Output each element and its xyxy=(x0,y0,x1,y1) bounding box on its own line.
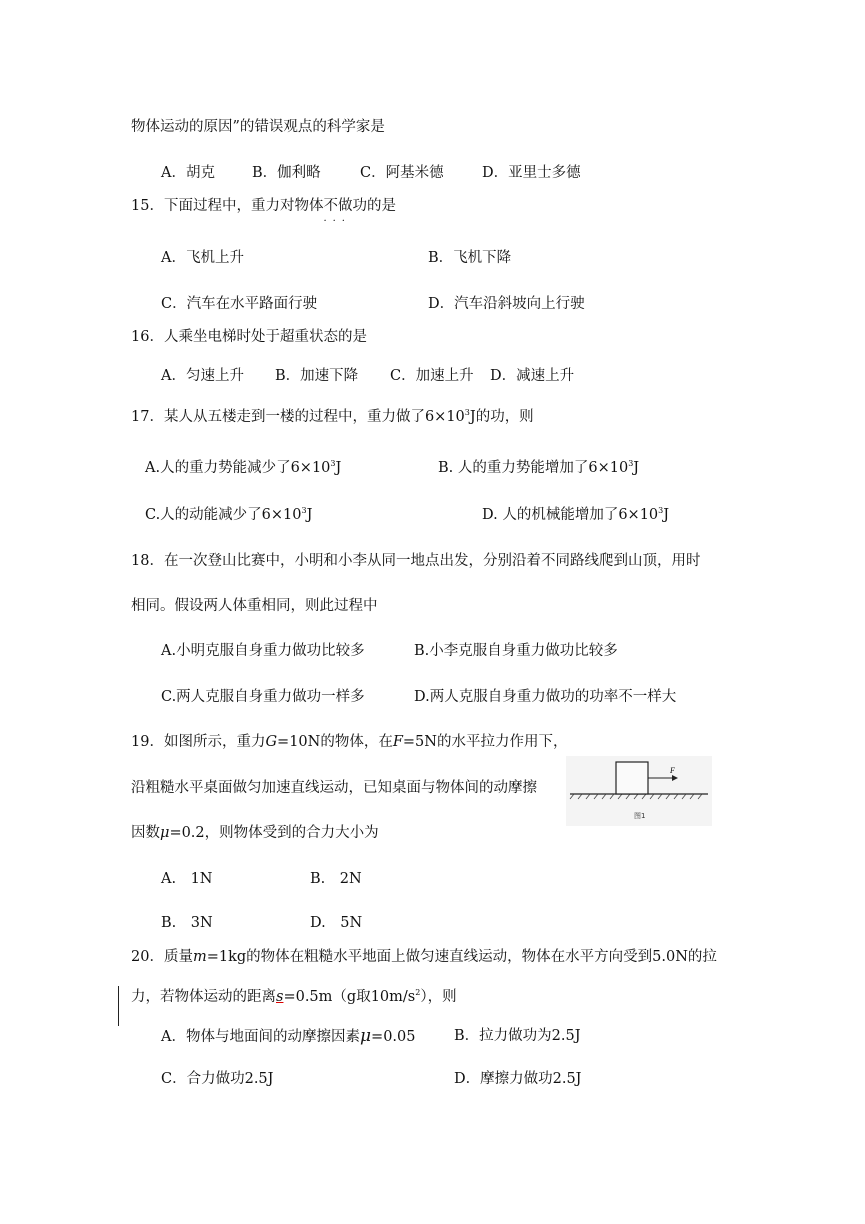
q18-option-d: D.两人克服自身重力做功的功率不一样大 xyxy=(414,689,677,705)
q17-a-text: A.人的重力势能减少了6×10 xyxy=(145,460,331,476)
q16-stem: 16．人乘坐电梯时处于超重状态的是 xyxy=(131,329,367,345)
q20-l2-post: ），则 xyxy=(420,989,457,1005)
q19-option-c: B. 3N xyxy=(161,915,213,931)
q15-option-d: D．汽车沿斜坡向上行驶 xyxy=(428,296,585,312)
q18-option-a: A.小明克服自身重力做功比较多 xyxy=(161,643,365,659)
q17-c-text: C.人的动能减少了6×10 xyxy=(145,507,302,523)
q20-stem-line2 xyxy=(131,988,457,1006)
q20-option-a xyxy=(161,1027,415,1046)
revision-bar xyxy=(118,986,119,1026)
q19-stem-line3 xyxy=(131,824,379,842)
q20-exponent: 2 xyxy=(415,988,421,997)
q15-stem-post: 的是 xyxy=(366,198,396,214)
q17-b-text: B. 人的重力势能增加了6×10 xyxy=(438,460,629,476)
q17-option-a xyxy=(145,459,341,477)
q17-stem-post: J的功，则 xyxy=(469,409,534,425)
q19-l1-pre: 19．如图所示，重力 xyxy=(131,734,266,750)
q16-option-b: B．加速下降 xyxy=(275,368,359,384)
q20-l2-pre: 力，若物体运动的距离 xyxy=(131,989,276,1005)
q14-stem-cont: 物体运动的原因”的错误观点的科学家是 xyxy=(131,119,385,135)
q17-stem xyxy=(131,408,534,426)
q15-option-b: B．飞机下降 xyxy=(428,250,512,266)
q18-stem-line1: 18．在一次登山比赛中，小明和小李从同一地点出发，分别沿着不同路线爬到山顶，用时 xyxy=(131,553,701,569)
q19-stem-line1 xyxy=(131,733,567,751)
force-label: F xyxy=(670,766,675,775)
figure-caption: 图1 xyxy=(634,812,646,820)
q20-symbol-s: s xyxy=(276,989,284,1005)
emphasis-dots: ··· xyxy=(323,216,351,227)
q17-c-exponent: 3 xyxy=(301,506,307,515)
q17-c-unit: J xyxy=(306,507,313,523)
q19-l3-post: =0.2，则物体受到的合力大小为 xyxy=(169,825,379,841)
q17-stem-pre: 17．某人从五楼走到一楼的过程中，重力做了6×10 xyxy=(131,409,465,425)
q20-option-c: C．合力做功2.5J xyxy=(161,1071,274,1087)
q19-option-d: D. 5N xyxy=(310,915,363,931)
q19-l3-pre: 因数 xyxy=(131,825,160,841)
q15-option-a: A．飞机上升 xyxy=(161,250,244,266)
q20-l1-post: =1kg的物体在粗糙水平地面上做匀速直线运动，物体在水平方向受到5.0N的拉 xyxy=(206,949,717,965)
q18-stem-line2: 相同。假设两人体重相同，则此过程中 xyxy=(131,598,378,614)
q19-symbol-g: G xyxy=(265,734,278,750)
q14-option-b: B．伽利略 xyxy=(252,165,321,181)
q15-option-c: C．汽车在水平路面行驶 xyxy=(161,296,318,312)
q14-option-d: D．亚里士多德 xyxy=(482,165,581,181)
q20-option-d: D．摩擦力做功2.5J xyxy=(454,1071,582,1087)
q20-option-b: B．拉力做功为2.5J xyxy=(454,1028,581,1044)
q18-option-c: C.两人克服自身重力做功一样多 xyxy=(161,689,365,705)
q19-stem-line2: 沿粗糙水平桌面做匀加速直线运动，已知桌面与物体间的动摩擦 xyxy=(131,780,537,796)
q17-d-text: D. 人的机械能增加了6×10 xyxy=(482,507,659,523)
figure-1-diagram xyxy=(566,756,712,826)
q17-b-unit: J xyxy=(633,460,640,476)
figure-1 xyxy=(566,756,712,826)
q17-b-exponent: 3 xyxy=(628,459,634,468)
q19-symbol-f: F xyxy=(392,734,403,750)
q20-l2-mid: =0.5m（g取10m/s xyxy=(283,989,416,1005)
q17-a-unit: J xyxy=(335,460,342,476)
q16-option-d: D．减速上升 xyxy=(490,368,575,384)
q20-a-text: A．物体与地面间的动摩擦因素 xyxy=(161,1029,360,1045)
q15-emphasis xyxy=(323,198,367,227)
q15-stem xyxy=(131,197,396,227)
q20-symbol-m: m xyxy=(192,949,207,965)
q19-option-a: A. 1N xyxy=(161,871,213,887)
q16-option-c: C．加速上升 xyxy=(390,368,474,384)
q16-option-a: A．匀速上升 xyxy=(161,368,244,384)
q17-option-d xyxy=(482,506,669,524)
q20-a-mu: μ xyxy=(359,1026,372,1046)
q18-option-b: B.小李克服自身重力做功比较多 xyxy=(414,643,618,659)
q19-l1-post: =5N的水平拉力作用下， xyxy=(402,734,568,750)
block-object xyxy=(616,762,648,794)
q19-l1-mid: =10N的物体，在 xyxy=(277,734,393,750)
q14-option-a: A．胡克 xyxy=(161,165,215,181)
q20-stem-line1 xyxy=(131,948,717,966)
q15-emphasis-text: 不做功 xyxy=(323,198,367,214)
q15-stem-pre: 15．下面过程中，重力对物体 xyxy=(131,198,324,214)
q20-l1-pre: 20．质量 xyxy=(131,949,193,965)
q19-option-b: B. 2N xyxy=(310,871,362,887)
q14-option-c: C．阿基米德 xyxy=(360,165,444,181)
q17-d-exponent: 3 xyxy=(658,506,664,515)
q17-exponent: 3 xyxy=(464,408,470,417)
q17-a-exponent: 3 xyxy=(330,459,336,468)
q19-symbol-mu: μ xyxy=(160,825,170,841)
q17-option-c xyxy=(145,506,312,524)
q20-a-value: =0.05 xyxy=(371,1029,416,1045)
q17-option-b xyxy=(438,459,639,477)
q17-d-unit: J xyxy=(663,507,670,523)
